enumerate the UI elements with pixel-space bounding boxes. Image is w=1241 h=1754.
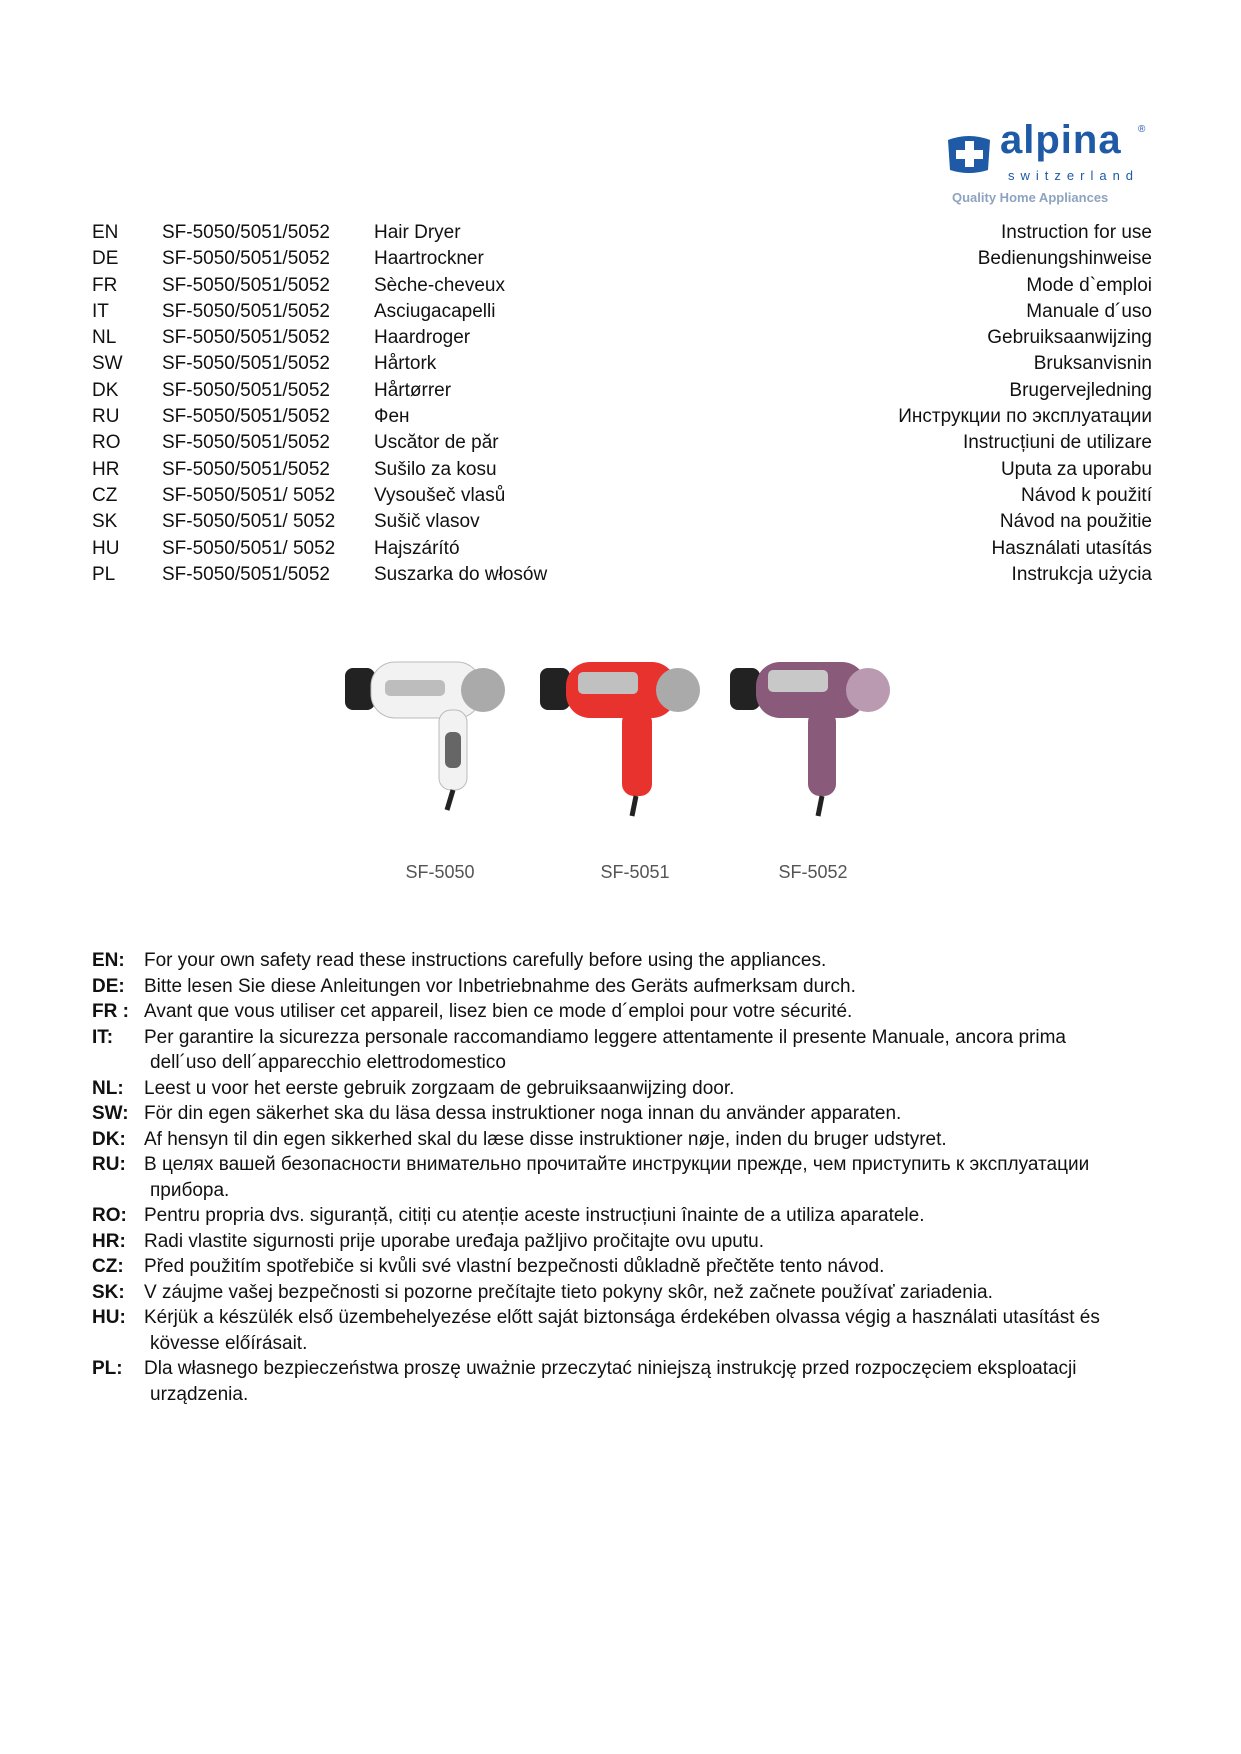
product-name: Hair Dryer [374, 222, 461, 243]
model-number: SF-5050/5051/5052 [162, 274, 330, 296]
language-code: RU [92, 406, 120, 428]
language-code: CZ [92, 484, 118, 506]
note-language-code: HR: [92, 1230, 126, 1252]
note-language-code: NL: [92, 1077, 124, 1099]
note-language-code: DE: [92, 975, 125, 997]
product-name: Vysoušeč vlasů [374, 484, 506, 506]
model-label-sf5051: SF-5051 [600, 862, 670, 882]
note-language-code: HU: [92, 1307, 126, 1328]
language-row [92, 378, 1152, 404]
product-name: Asciugacapelli [374, 300, 496, 322]
language-code: IT [92, 300, 109, 322]
note-line: Dla własnego bezpieczeństwa proszę uważnie przeczytać niniejszą instrukcję przed rozpoczęciem eksploatacji [144, 1358, 1077, 1379]
product-name: Sèche-cheveux [374, 274, 505, 296]
language-code: SK [92, 511, 118, 533]
note-language-code: FR : [92, 1001, 129, 1022]
note-line: В целях вашей безопасности внимательно прочитайте инструкции прежде, чем приступить к эксплуатации [144, 1154, 1090, 1175]
model-number: SF-5050/5051/5052 [162, 327, 330, 349]
note-language-code: SW: [92, 1103, 129, 1124]
language-code: DK [92, 379, 119, 401]
note-text [144, 974, 1152, 1000]
language-code: SW [92, 353, 123, 375]
note-line: kövesse előírásait. [150, 1332, 308, 1354]
document-title: Instrukcja użycia [1011, 563, 1152, 585]
safety-note [92, 948, 1152, 974]
model-number: SF-5050/5051/ 5052 [162, 537, 336, 559]
product-name: Sušič vlasov [374, 511, 480, 533]
safety-note [92, 1076, 1152, 1102]
logo-subtitle: switzerland [1008, 168, 1140, 183]
safety-notes [92, 948, 1152, 1407]
model-number: SF-5050/5051/5052 [162, 222, 330, 243]
note-text [144, 1254, 1152, 1280]
note-line: Af hensyn til din egen sikkerhed skal du læse disse instruktioner nøje, inden du bruger udstyret. [144, 1128, 947, 1150]
note-line: For your own safety read these instructions carefully before using the appliances. [144, 950, 827, 971]
product-photo [335, 640, 915, 900]
safety-note [92, 999, 1152, 1025]
safety-note [92, 974, 1152, 1000]
document-title: Uputa za uporabu [1000, 458, 1152, 480]
note-language-code: EN: [92, 950, 125, 971]
model-label-sf5052: SF-5052 [778, 862, 848, 882]
safety-note [92, 1254, 1152, 1280]
language-code: PL [92, 563, 116, 585]
language-code: RO [92, 432, 121, 454]
language-row [92, 483, 1152, 509]
model-number: SF-5050/5051/5052 [162, 379, 330, 401]
language-code: DE [92, 248, 119, 270]
product-name: Hårtørrer [374, 379, 452, 401]
product-name: Uscător de păr [374, 432, 499, 454]
document-title: Návod k použití [1021, 484, 1152, 506]
language-row [92, 299, 1152, 325]
document-title: Mode d`emploi [1026, 274, 1152, 296]
note-text [144, 1356, 1152, 1407]
product-name: Haardroger [374, 327, 471, 349]
language-row [92, 509, 1152, 535]
product-name: Hårtork [374, 353, 437, 375]
safety-note [92, 1152, 1152, 1203]
note-text [144, 1305, 1152, 1356]
language-row [92, 325, 1152, 351]
language-code: NL [92, 327, 117, 349]
language-row [92, 351, 1152, 377]
note-text [144, 1076, 1152, 1102]
logo-tagline: Quality Home Appliances [952, 190, 1109, 205]
note-text [144, 1025, 1152, 1076]
language-row [92, 404, 1152, 430]
safety-note [92, 1203, 1152, 1229]
note-line: dell´uso dell´apparecchio elettrodomestico [150, 1052, 506, 1073]
note-text [144, 1229, 1152, 1255]
hair-dryer-purple-icon [720, 640, 900, 840]
language-row [92, 246, 1152, 272]
language-code: FR [92, 274, 118, 296]
document-title: Használati utasítás [991, 537, 1152, 559]
safety-note [92, 1229, 1152, 1255]
language-code: EN [92, 222, 119, 243]
note-line: Před použitím spotřebiče si kvůli své vlastní bezpečnosti důkladně přečtěte tento návod. [144, 1256, 885, 1277]
hair-dryer-red-icon [530, 640, 710, 840]
document-title: Manuale d´uso [1026, 300, 1152, 322]
note-language-code: IT: [92, 1026, 114, 1048]
document-title: Instruction for use [1000, 222, 1152, 243]
model-number: SF-5050/5051/ 5052 [162, 511, 336, 533]
safety-note [92, 1356, 1152, 1407]
safety-note [92, 1025, 1152, 1076]
safety-note [92, 1305, 1152, 1356]
note-line: Avant que vous utiliser cet appareil, lisez bien ce mode d´emploi pour votre sécurité. [144, 1001, 853, 1022]
document-title: Bruksanvisnin [1033, 353, 1152, 375]
note-line: Leest u voor het eerste gebruik zorgzaam de gebruiksaanwijzing door. [144, 1077, 735, 1099]
language-row [92, 562, 1152, 588]
language-row [92, 457, 1152, 483]
safety-note [92, 1101, 1152, 1127]
document-title: Instrucțiuni de utilizare [962, 432, 1152, 454]
document-title: Инструкции по эксплуатации [898, 406, 1152, 428]
note-language-code: RU: [92, 1154, 126, 1175]
language-row [92, 220, 1152, 246]
note-line: urządzenia. [150, 1383, 249, 1405]
note-language-code: RO: [92, 1205, 127, 1226]
safety-note [92, 1127, 1152, 1153]
note-language-code: SK: [92, 1281, 125, 1303]
note-text [144, 1101, 1152, 1127]
language-row [92, 536, 1152, 562]
product-name: Фен [374, 406, 410, 428]
note-text [144, 999, 1152, 1025]
product-name: Haartrockner [374, 248, 484, 270]
note-line: Bitte lesen Sie diese Anleitungen vor Inbetriebnahme des Geräts aufmerksam durch. [144, 975, 856, 997]
language-row [92, 430, 1152, 456]
model-number: SF-5050/5051/5052 [162, 353, 330, 375]
note-text [144, 1280, 1152, 1306]
model-number: SF-5050/5051/5052 [162, 563, 330, 585]
note-line: För din egen säkerhet ska du läsa dessa instruktioner noga innan du använder apparaten. [144, 1103, 902, 1124]
hair-dryer-white-icon [335, 640, 515, 840]
note-text [144, 948, 1152, 974]
note-language-code: CZ: [92, 1256, 124, 1277]
note-line: Radi vlastite sigurnosti prije uporabe uređaja pažljivo pročitajte ovu uputu. [144, 1230, 764, 1252]
model-number: SF-5050/5051/ 5052 [162, 484, 336, 506]
language-row [92, 273, 1152, 299]
document-title: Bedienungshinweise [977, 248, 1152, 270]
note-text [144, 1127, 1152, 1153]
brand-logo [928, 118, 1148, 210]
product-name: Suszarka do włosów [374, 563, 548, 585]
note-line: Kérjük a készülék első üzembehelyezése előtt saját biztonsága érdekében olvassa végig a használati utasítást és [144, 1307, 1100, 1328]
document-title: Gebruiksaanwijzing [987, 327, 1152, 349]
document-title: Návod na použitie [999, 511, 1152, 533]
model-number: SF-5050/5051/5052 [162, 432, 330, 454]
language-table [92, 220, 1152, 588]
model-number: SF-5050/5051/5052 [162, 300, 330, 322]
language-code: HR [92, 458, 120, 480]
note-line: V záujme vašej bezpečnosti si pozorne prečítajte tieto pokyny skôr, než začnete používať zariadenia. [144, 1281, 993, 1303]
note-line: Pentru propria dvs. siguranță, citiți cu atenție aceste instrucțiuni înainte de a utiliza aparatele. [144, 1205, 925, 1226]
note-line: прибора. [150, 1179, 230, 1201]
model-number: SF-5050/5051/5052 [162, 458, 330, 480]
model-number: SF-5050/5051/5052 [162, 406, 330, 428]
note-language-code: DK: [92, 1128, 126, 1150]
swiss-cross-icon [942, 130, 996, 178]
note-language-code: PL: [92, 1358, 123, 1379]
note-text [144, 1203, 1152, 1229]
product-name: Hajszárító [374, 537, 460, 559]
document-title: Brugervejledning [1009, 379, 1152, 401]
model-label-sf5050: SF-5050 [405, 862, 475, 882]
logo-brand: alpina [1000, 118, 1122, 162]
safety-note [92, 1280, 1152, 1306]
language-code: HU [92, 537, 120, 559]
logo-registered-mark: ® [1138, 124, 1146, 135]
note-text [144, 1152, 1152, 1203]
product-name: Sušilo za kosu [374, 458, 497, 480]
model-number: SF-5050/5051/5052 [162, 248, 330, 270]
note-line: Per garantire la sicurezza personale raccomandiamo leggere attentamente il presente Manuale, ancora prima [144, 1026, 1067, 1048]
